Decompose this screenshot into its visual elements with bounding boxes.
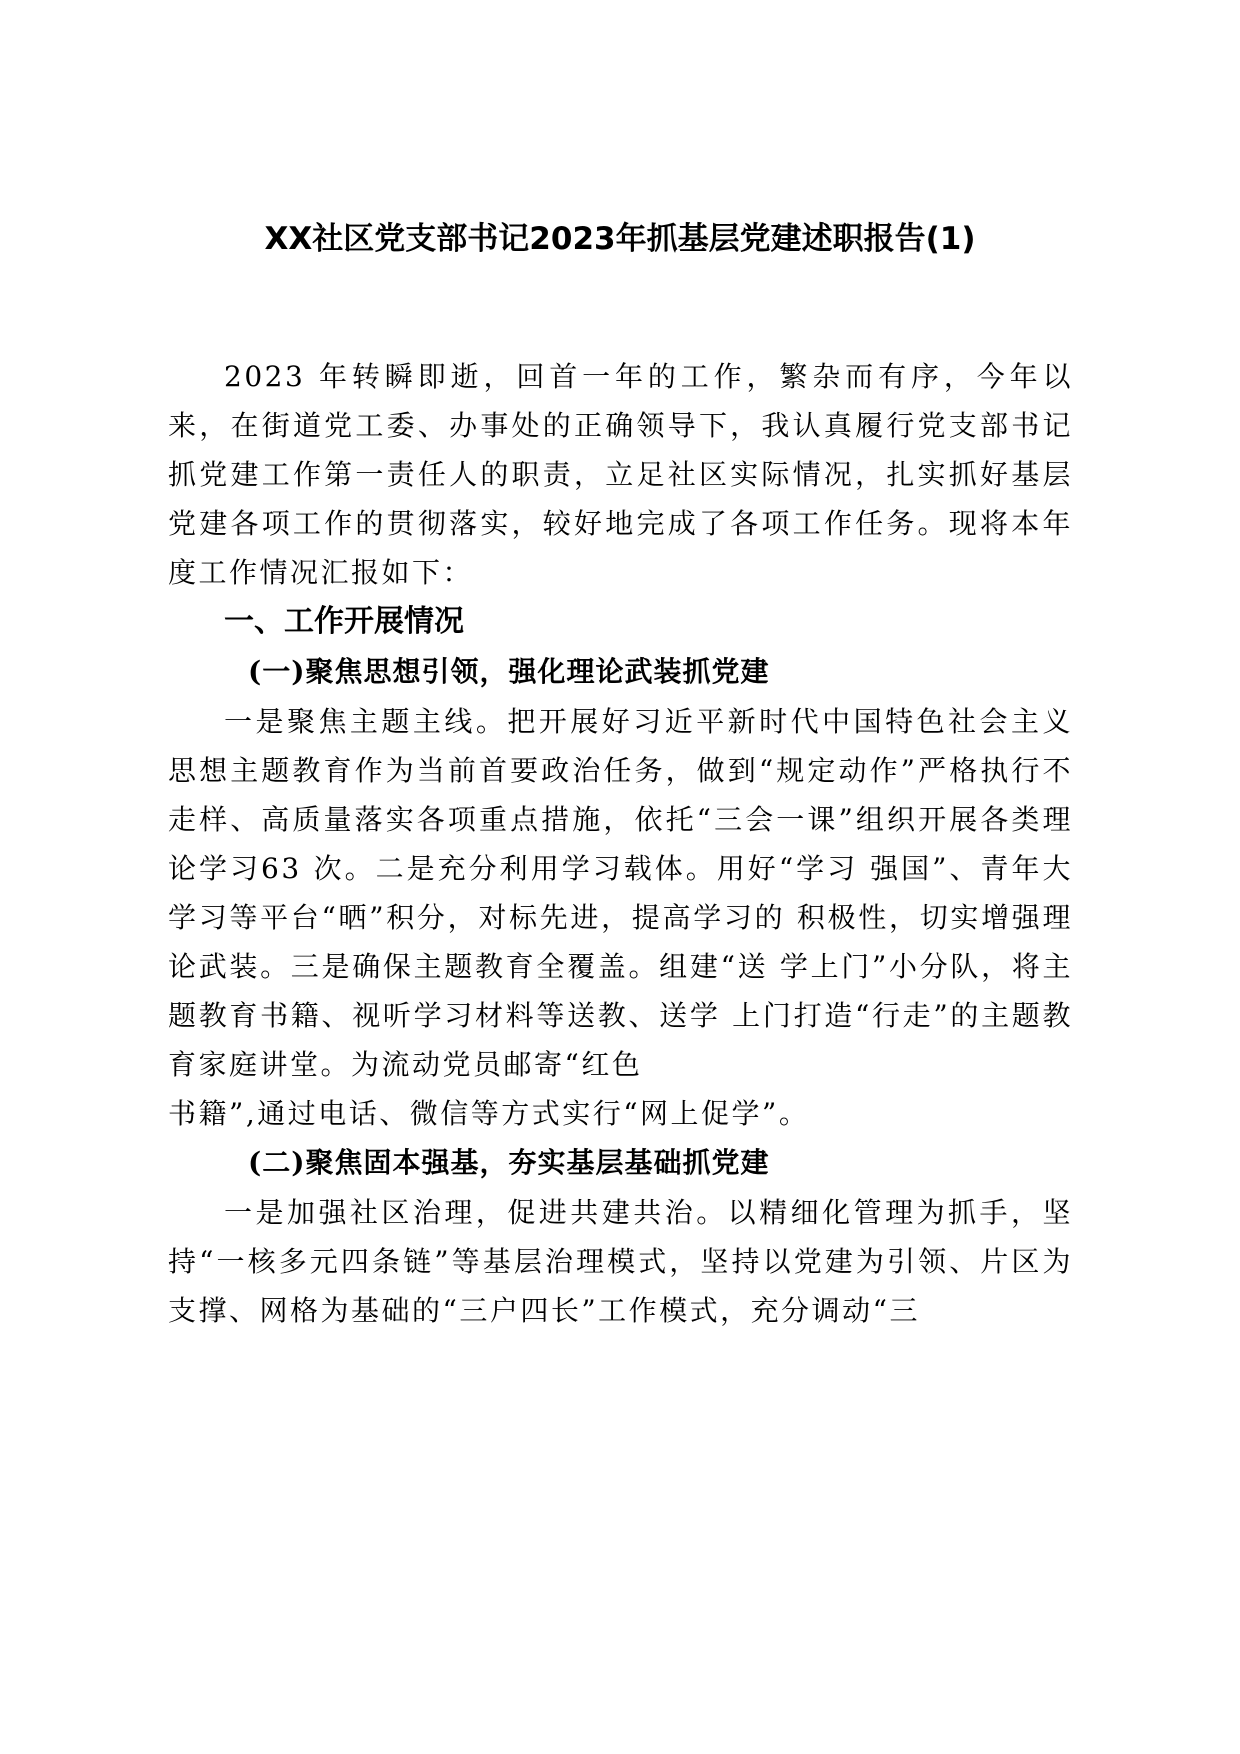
subsection-heading: (一)聚焦思想引领，强化理论武装抓党建 (248, 655, 770, 688)
subsection-heading: (二)聚焦固本强基，夯实基层基础抓党建 (248, 1146, 770, 1179)
document-body (168, 352, 1073, 1335)
document-title: XX社区党支部书记2023年抓基层党建述职报告(1) (264, 221, 976, 257)
body-paragraph-continuation: 书籍”,通过电话、微信等方式实行“网上促学”。 (168, 1097, 810, 1130)
body-paragraph: 一是加强社区治理，促进共建共治。以精细化管理为抓手，坚持“一核多元四条链”等基层治理模式，坚持以党建为引领、片区为支撑、网格为基础的“三户四长”工作模式，充分调动“三 (168, 1196, 1073, 1327)
section-heading: 一、工作开展情况 (224, 604, 464, 639)
body-paragraph: 一是聚焦主题主线。把开展好习近平新时代中国特色社会主义思想主题教育作为当前首要政治任务，做到“规定动作”严格执行不走样、高质量落实各项重点措施，依托“三会一课”组织开展各类理论学习63 次。二是充分利用学习载体。用好“学习 强国”、青年大学习等平台“晒”积分，对标先进，提高学习的 积极性，切实增强理论武装。三是确保主题教育全覆盖。组建“送 学上门”小分队，将主题教育书籍、视听学习材料等送教、送学 上门打造“行走”的主题教育家庭讲堂。为流动党员邮寄“红色 (168, 705, 1073, 1081)
intro-paragraph: 2023 年转瞬即逝，回首一年的工作，繁杂而有序，今年以来，在街道党工委、办事处的正确领导下，我认真履行党支部书记抓党建工作第一责任人的职责，立足社区实际情况，扎实抓好基层党建各项工作的贯彻落实，较好地完成了各项工作任务。现将本年度工作情况汇报如下： (168, 360, 1073, 589)
